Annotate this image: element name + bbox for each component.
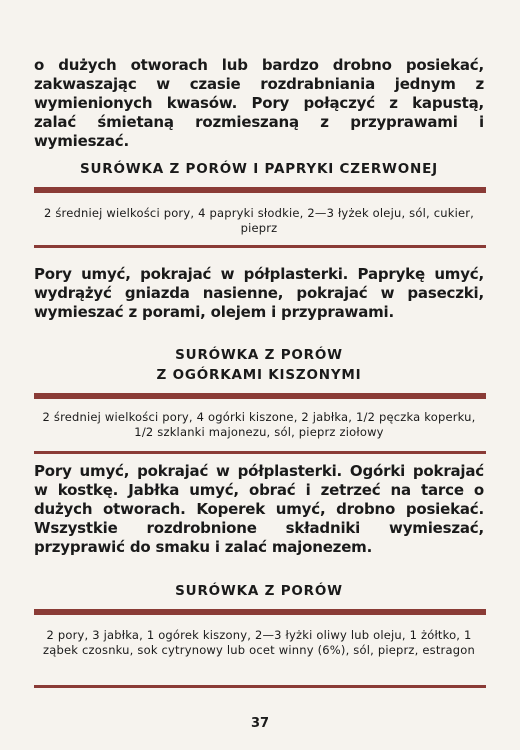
recipe-title-2-line1: SURÓWKA Z PORÓW	[175, 347, 343, 363]
recipe-ingredients-2: 2 średniej wielkości pory, 4 ogórki kiszone, 2 jabłka, 1/2 pęczka koperku, 1/2 szklanki majonezu, sól, pieprz ziołowy	[42, 410, 476, 439]
recipe-ingredients-1: 2 średniej wielkości pory, 4 papryki słodkie, 2—3 łyżek oleju, sól, cukier, pieprz	[43, 206, 475, 235]
rule-bottom-1	[34, 245, 486, 248]
page-number: 37	[250, 716, 270, 731]
recipe-ingredients-3: 2 pory, 3 jabłka, 1 ogórek kiszony, 2—3 łyżki oliwy lub oleju, 1 żółtko, 1 ząbek czosnku, sok cytrynowy lub ocet winny (6%), sól, pieprz, estragon	[43, 628, 475, 657]
intro-paragraph: o dużych otworach lub bardzo drobno posiekać, zakwaszając w czasie rozdrabniania jednym z wymienionych kwasów. Pory połączyć z kapustą, zalać śmietaną rozmieszaną z przyprawami i wymieszać.	[34, 56, 484, 150]
recipe-instructions-1: Pory umyć, pokrajać w półplasterki. Paprykę umyć, wydrążyć gniazda nasienne, pokrajać w paseczki, wymieszać z porami, olejem i przyprawami.	[34, 265, 484, 321]
rule-top-1	[34, 187, 486, 193]
rule-top-2	[34, 393, 486, 399]
recipe-title-3: SURÓWKA Z PORÓW	[175, 583, 343, 599]
recipe-title-1: SURÓWKA Z PORÓW I PAPRYKI CZERWONEJ	[80, 161, 438, 177]
rule-bottom-2	[34, 451, 486, 454]
recipe-instructions-2: Pory umyć, pokrajać w półplasterki. Ogórki pokrajać w kostkę. Jabłka umyć, obrać i zetrzeć na tarce o dużych otworach. Koperek umyć, drobno posiekać. Wszystkie rozdrobnione składniki wymieszać, przyprawić do smaku i zalać majonezem.	[34, 462, 484, 556]
rule-bottom-3	[34, 685, 486, 688]
recipe-title-2-line2: Z OGÓRKAMI KISZONYMI	[156, 367, 362, 383]
rule-top-3	[34, 609, 486, 615]
